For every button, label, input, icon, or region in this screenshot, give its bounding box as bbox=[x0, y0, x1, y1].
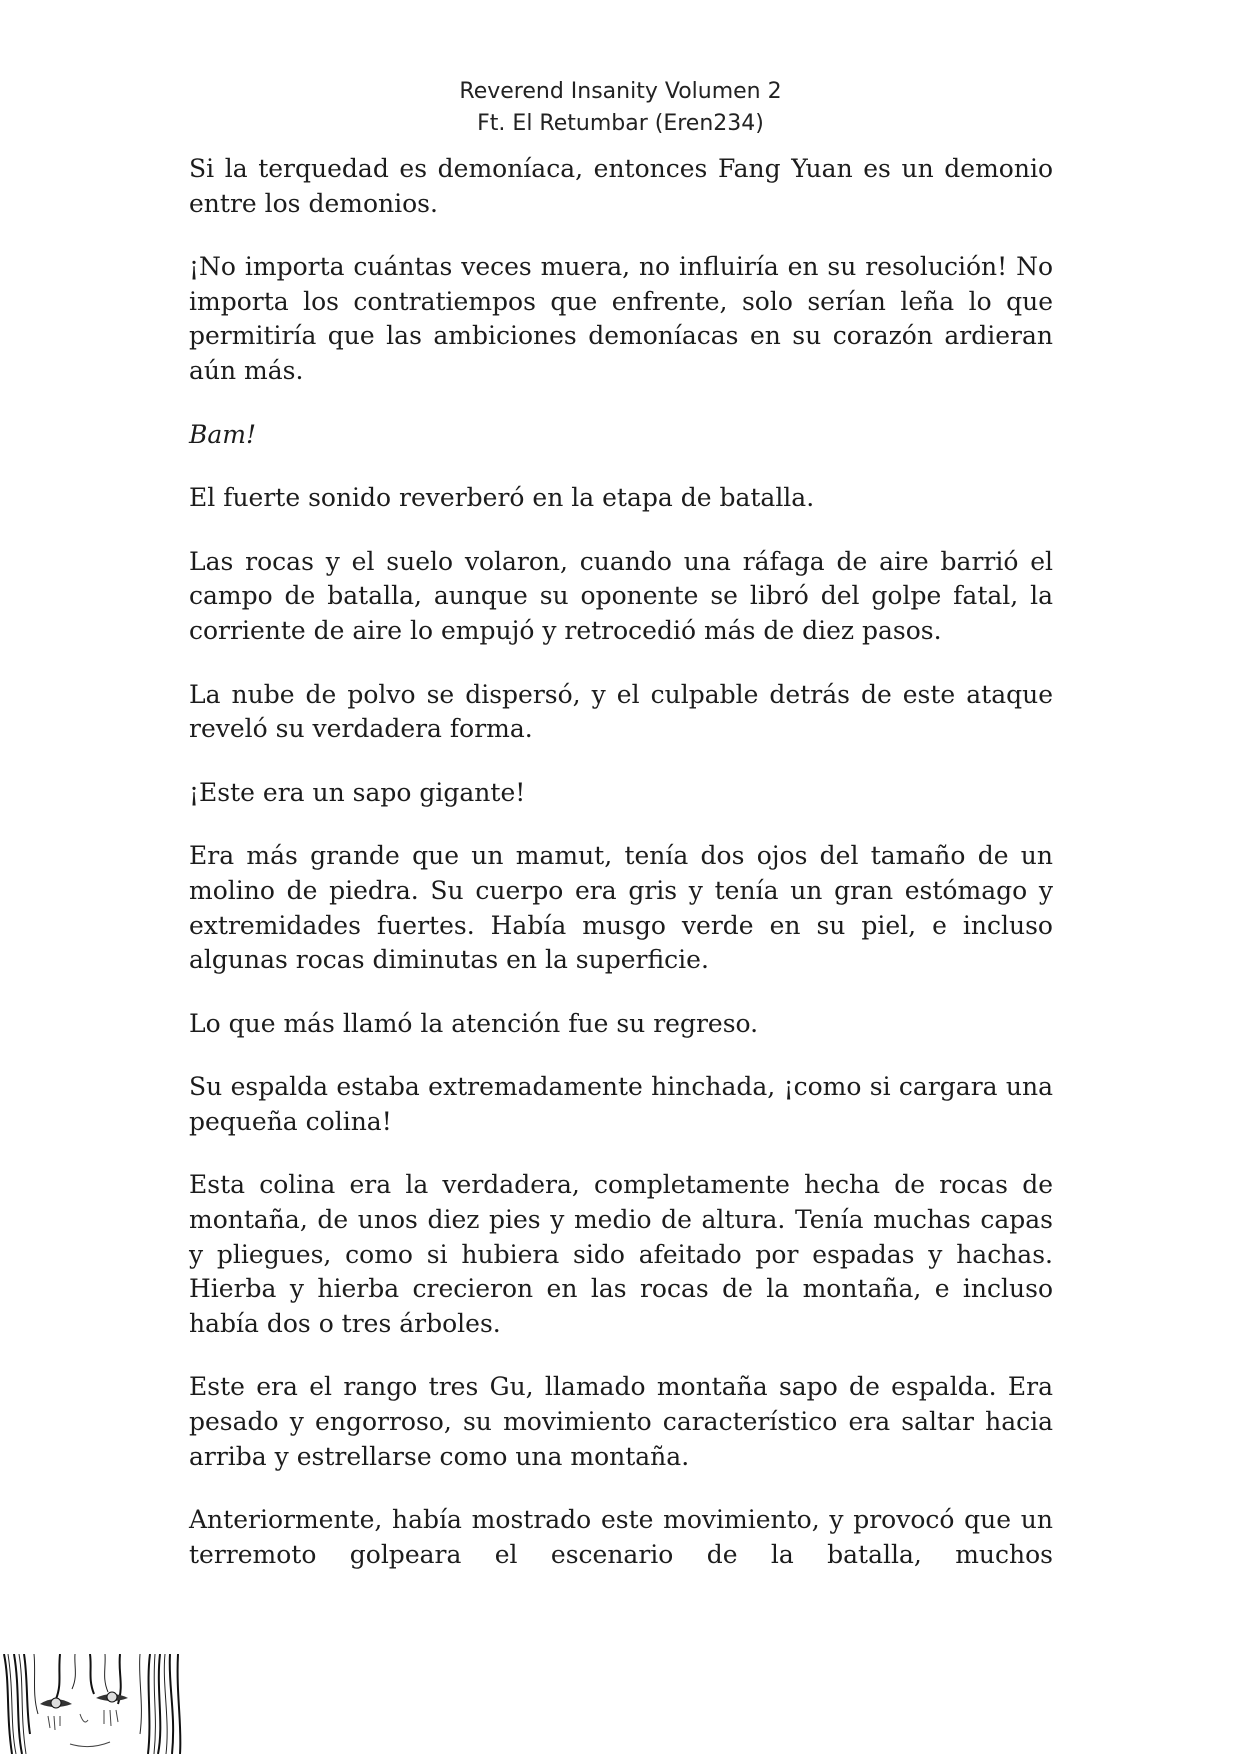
paragraph: El fuerte sonido reverberó en la etapa de batalla. bbox=[189, 483, 815, 513]
paragraph: Si la terquedad es demoníaca, entonces Fang Yuan es un demonio entre los demonios. bbox=[189, 154, 1053, 218]
header-subtitle: Ft. El Retumbar (Eren234) bbox=[477, 111, 764, 136]
paragraph: La nube de polvo se dispersó, y el culpable detrás de este ataque reveló su verdadera forma. bbox=[189, 679, 1053, 744]
paragraph: ¡No importa cuántas veces muera, no influiría en su resolución! No importa los contratiempos que enfrente, solo serían leña lo que permitiría que las ambiciones demoníacas en su corazón ardieran aún más. bbox=[189, 252, 1053, 385]
paragraph: Su espalda estaba extremadamente hinchada, ¡como si cargara una pequeña colina! bbox=[189, 1072, 1053, 1136]
paragraph: Anteriormente, había mostrado este movimiento, y provocó que un terremoto golpeara el escenario de la batalla, muchos bbox=[189, 1505, 1053, 1569]
paragraph: Lo que más llamó la atención fue su regreso. bbox=[189, 1008, 759, 1038]
paragraph: Era más grande que un mamut, tenía dos ojos del tamaño de un molino de piedra. Su cuerpo era gris y tenía un gran estómago y extremidades fuertes. Había musgo verde en su piel, e incluso algunas rocas diminutas en la superficie. bbox=[189, 841, 1053, 975]
paragraph: ¡Este era un sapo gigante! bbox=[189, 777, 526, 807]
paragraph: Este era el rango tres Gu, llamado montaña sapo de espalda. Era pesado y engorroso, su movimiento característico era saltar hacia arriba y estrellarse como una montaña. bbox=[189, 1372, 1053, 1471]
page-header bbox=[0, 76, 1241, 140]
header-title: Reverend Insanity Volumen 2 bbox=[459, 79, 782, 104]
manga-face-icon bbox=[0, 1654, 183, 1754]
paragraph-sound-effect: Bam! bbox=[189, 419, 257, 449]
paragraph: Esta colina era la verdadera, completamente hecha de rocas de montaña, de unos diez pies y medio de altura. Tenía muchas capas y pliegues, como si hubiera sido afeitado por espadas y hachas. Hierba y hierba crecieron en las rocas de la montaña, e incluso había dos o tres árboles. bbox=[189, 1170, 1053, 1338]
page-body bbox=[189, 152, 1053, 1572]
paragraph: Las rocas y el suelo volaron, cuando una ráfaga de aire barrió el campo de batalla, aunque su oponente se libró del golpe fatal, la corriente de aire lo empujó y retrocedió más de diez pasos. bbox=[189, 546, 1053, 645]
